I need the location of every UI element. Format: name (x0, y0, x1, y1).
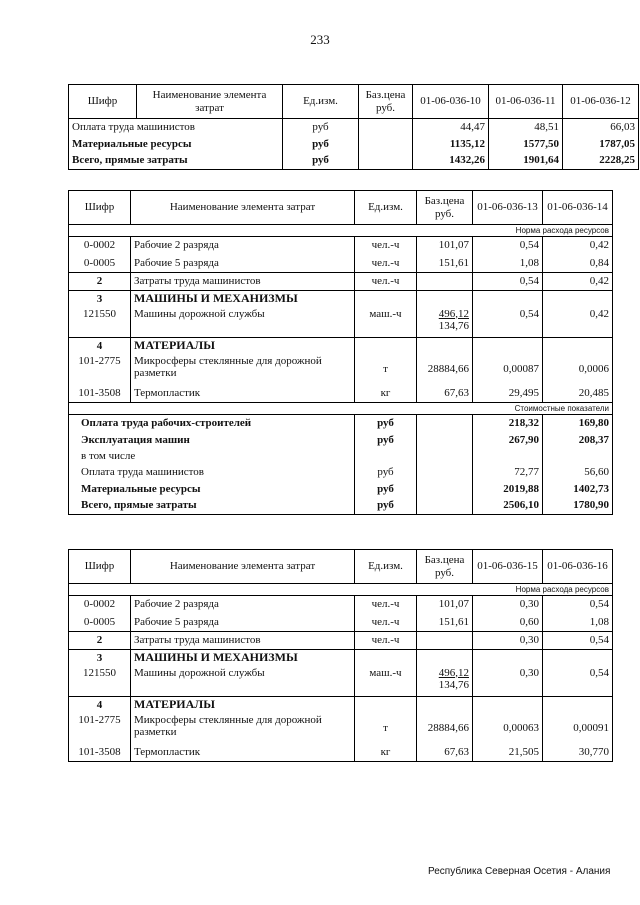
cost-name: Материальные ресурсы (69, 481, 355, 498)
row-value: 29,495 (473, 385, 543, 403)
page-number: 233 (310, 32, 330, 47)
row-value: 0,54 (543, 632, 613, 650)
norm-label: Норма расхода ресурсов (69, 225, 613, 237)
section-code: 4 (69, 697, 131, 714)
row-name: Затраты труда машинистов (131, 273, 355, 291)
row-price: 496,12 (438, 307, 469, 320)
header-col: 01-06-036-12 (563, 85, 639, 119)
header-name: Наименование элемента затрат (137, 85, 283, 119)
header-col: 01-06-036-11 (489, 85, 563, 119)
row-name: Рабочие 5 разряда (131, 614, 355, 632)
estimate-table-2 (68, 190, 613, 515)
norm-label: Норма расхода ресурсов (69, 584, 613, 596)
cost-value: 267,90 (473, 432, 543, 449)
row-value: 1901,64 (489, 153, 563, 170)
row-code: 121550 (69, 308, 131, 338)
row-price-cell (417, 667, 473, 697)
section-code: 4 (69, 338, 131, 355)
row-code: 0-0005 (69, 255, 131, 273)
row-value: 44,47 (413, 119, 489, 136)
row-price: 151,61 (417, 614, 473, 632)
row-value: 0,42 (543, 237, 613, 255)
row-code: 2 (69, 632, 131, 650)
row-name: Термопластик (131, 744, 355, 762)
row-value: 0,54 (473, 273, 543, 291)
row-value: 21,505 (473, 744, 543, 762)
row-unit: чел.-ч (355, 255, 417, 273)
row-unit: маш.-ч (355, 308, 417, 338)
cost-unit: руб (355, 415, 417, 432)
row-name: Затраты труда машинистов (131, 632, 355, 650)
header-code: Шифр (69, 191, 131, 225)
cost-value: 2019,88 (473, 481, 543, 498)
cost-value: 2506,10 (473, 498, 543, 515)
row-code: 0-0005 (69, 614, 131, 632)
header-code: Шифр (69, 85, 137, 119)
row-value: 30,770 (543, 744, 613, 762)
cost-value: 1402,73 (543, 481, 613, 498)
cost-value: 218,32 (473, 415, 543, 432)
row-value: 0,54 (473, 237, 543, 255)
row-unit: чел.-ч (355, 237, 417, 255)
estimate-table-1 (68, 84, 639, 170)
header-col: 01-06-036-13 (473, 191, 543, 225)
row-value: 1135,12 (413, 136, 489, 153)
row-name: Рабочие 2 разряда (131, 237, 355, 255)
row-price: 101,07 (417, 237, 473, 255)
estimate-table-3 (68, 549, 613, 762)
cost-name: Всего, прямые затраты (69, 498, 355, 515)
header-code: Шифр (69, 550, 131, 584)
row-value: 48,51 (489, 119, 563, 136)
header-col: 01-06-036-10 (413, 85, 489, 119)
cost-name: Оплата труда машинистов (69, 464, 355, 481)
header-name: Наименование элемента затрат (131, 550, 355, 584)
row-name: Рабочие 2 разряда (131, 596, 355, 614)
row-unit: маш.-ч (355, 667, 417, 697)
cost-value: 208,37 (543, 432, 613, 449)
row-name: Микросферы стеклянные для дорожной разметки (131, 714, 355, 744)
row-code: 0-0002 (69, 596, 131, 614)
row-price: 28884,66 (417, 714, 473, 744)
section-title: МАШИНЫ И МЕХАНИЗМЫ (131, 650, 355, 667)
section-code: 3 (69, 650, 131, 667)
row-price: 67,63 (417, 744, 473, 762)
row-price: 28884,66 (417, 355, 473, 385)
row-value: 1577,50 (489, 136, 563, 153)
cost-name: Эксплуатация машин (69, 432, 355, 449)
cost-name: в том числе (69, 449, 355, 464)
row-unit: чел.-ч (355, 614, 417, 632)
row-unit: руб (283, 136, 359, 153)
row-name: Материальные ресурсы (69, 136, 283, 153)
row-value: 1,08 (543, 614, 613, 632)
row-value: 66,03 (563, 119, 639, 136)
row-code: 2 (69, 273, 131, 291)
row-value: 0,30 (473, 596, 543, 614)
section-title: МАШИНЫ И МЕХАНИЗМЫ (131, 291, 355, 308)
row-unit: чел.-ч (355, 596, 417, 614)
row-value: 0,54 (543, 596, 613, 614)
section-code: 3 (69, 291, 131, 308)
header-col: 01-06-036-14 (543, 191, 613, 225)
row-name: Термопластик (131, 385, 355, 403)
row-value: 0,54 (543, 667, 613, 697)
row-price (417, 273, 473, 291)
header-price: Баз.цена руб. (359, 85, 413, 119)
row-value: 0,84 (543, 255, 613, 273)
row-value: 0,0006 (543, 355, 613, 385)
section-title: МАТЕРИАЛЫ (131, 338, 355, 355)
section-title: МАТЕРИАЛЫ (131, 697, 355, 714)
cost-value: 1780,90 (543, 498, 613, 515)
row-value: 2228,25 (563, 153, 639, 170)
row-code: 101-2775 (69, 355, 131, 385)
row-value: 20,485 (543, 385, 613, 403)
row-unit: кг (355, 744, 417, 762)
row-value: 0,30 (473, 667, 543, 697)
row-price: 101,07 (417, 596, 473, 614)
row-value: 1787,05 (563, 136, 639, 153)
header-col: 01-06-036-15 (473, 550, 543, 584)
row-code: 101-3508 (69, 385, 131, 403)
row-code: 121550 (69, 667, 131, 697)
header-price: Баз.цена руб. (417, 191, 473, 225)
cost-unit: руб (355, 464, 417, 481)
row-name: Рабочие 5 разряда (131, 255, 355, 273)
row-price: 67,63 (417, 385, 473, 403)
row-unit: кг (355, 385, 417, 403)
header-unit: Ед.изм. (355, 191, 417, 225)
header-unit: Ед.изм. (283, 85, 359, 119)
row-price-2: 134,76 (438, 320, 469, 333)
row-value: 0,00063 (473, 714, 543, 744)
row-unit: т (355, 714, 417, 744)
row-unit: руб (283, 119, 359, 136)
row-unit: чел.-ч (355, 273, 417, 291)
header-col: 01-06-036-16 (543, 550, 613, 584)
cost-name: Оплата труда рабочих-строителей (69, 415, 355, 432)
footer-region: Республика Северная Осетия - Алания (428, 866, 611, 877)
row-name: Машины дорожной службы (131, 667, 355, 697)
row-price-cell (417, 308, 473, 338)
cost-unit: руб (355, 498, 417, 515)
row-name: Микросферы стеклянные для дорожной разметки (131, 355, 355, 385)
row-unit: т (355, 355, 417, 385)
row-value: 0,30 (473, 632, 543, 650)
header-price: Баз.цена руб. (417, 550, 473, 584)
row-value: 1432,26 (413, 153, 489, 170)
row-code: 101-2775 (69, 714, 131, 744)
cost-unit: руб (355, 432, 417, 449)
cost-label: Стоимостные показатели (69, 403, 613, 415)
row-name: Оплата труда машинистов (69, 119, 283, 136)
cost-value: 72,77 (473, 464, 543, 481)
row-value: 0,00091 (543, 714, 613, 744)
header-unit: Ед.изм. (355, 550, 417, 584)
row-value: 0,54 (473, 308, 543, 338)
cost-value: 169,80 (543, 415, 613, 432)
cost-unit: руб (355, 481, 417, 498)
row-value: 1,08 (473, 255, 543, 273)
row-name: Машины дорожной службы (131, 308, 355, 338)
row-value: 0,00087 (473, 355, 543, 385)
row-price (417, 632, 473, 650)
row-unit: руб (283, 153, 359, 170)
row-price: 151,61 (417, 255, 473, 273)
cost-value: 56,60 (543, 464, 613, 481)
row-code: 0-0002 (69, 237, 131, 255)
row-unit: чел.-ч (355, 632, 417, 650)
row-price: 496,12 (438, 666, 469, 679)
row-code: 101-3508 (69, 744, 131, 762)
row-price-2: 134,76 (438, 679, 469, 692)
row-value: 0,60 (473, 614, 543, 632)
row-name: Всего, прямые затраты (69, 153, 283, 170)
row-value: 0,42 (543, 273, 613, 291)
row-value: 0,42 (543, 308, 613, 338)
header-name: Наименование элемента затрат (131, 191, 355, 225)
